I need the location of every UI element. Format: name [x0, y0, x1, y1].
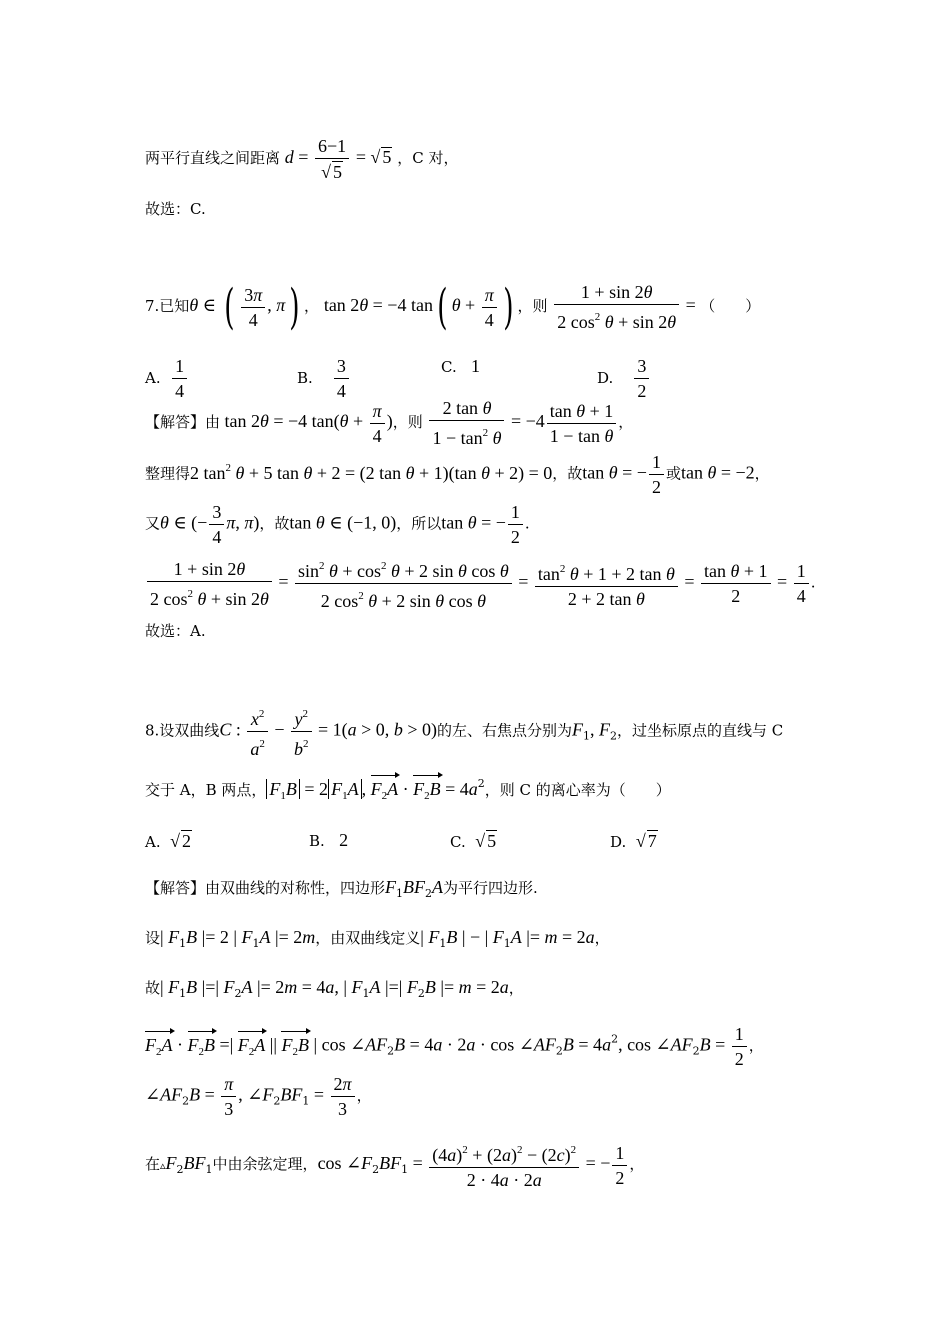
q7-final: 故选：A.	[145, 622, 206, 640]
q7-solution-2: 整理得2 $\tan^2 \theta + 5$ tan θ + 2 = (2 tan θ + 1)(tan θ + 2) = 0，故tan θ = − $\frac{1}{2}$ 或tan θ = −2，	[145, 452, 770, 497]
q8-option-c: C. √ 5	[450, 831, 497, 851]
q8-solution-6: 在$▵F_2BF_1$中由余弦定理，$\cos \angle F_2BF_1$ = $\frac{(4a)^2 + (2a)^2 - (2c)^2}{2 \cdot 4a \cdot 2a}$ = − $\frac{1}{2}$ ，	[145, 1140, 644, 1190]
q7-option-b: B. $\frac{3}{4}$	[297, 356, 351, 401]
q8-option-d: D. √ 7	[610, 831, 657, 851]
q7-option-a: A. $\frac{1}{4}$	[145, 356, 189, 401]
q7-solution-4: $\frac{1 + \sin 2\theta}{2 \cos^2 \theta + \sin 2\theta}$ = $\frac{\sin^2 \theta + \cos^2 \theta + 2 \sin \theta \cos \theta}{2 \cos^2 \theta + 2 \sin \theta \cos \theta}$ = $\frac{\tan^2 \theta + 1 + 2 \tan \theta}{\text{2 + 2 tan θ}}$ = $\frac{\text{tan θ + 1}}{2}$ = $\frac{1}{4}$ .	[145, 556, 815, 611]
q8-solution-2: 设| $F_1B$ |= 2 | $F_1A$ |= 2m，由双曲线定义| $F_1B$ | − | $F_1A$ |= m = 2a，	[145, 927, 610, 950]
q7-option-c: C. 1	[441, 356, 481, 376]
q7-solution-3: 又θ ∈ (− $\frac{3}{4}$ π, π)，故tan θ ∈ (−1, 0)，所以tan θ = − $\frac{1}{2}$ .	[145, 502, 530, 547]
fraction: $\frac{6-1}{√ 5}$	[315, 136, 349, 182]
q8-stem-1: 8.设双曲线C : $\frac{x^2}{a^2}$ − $\frac{y^2}{b^2}$ = 1(a > 0, b > 0)的左、右焦点分别为$F_1$, $F_2$，过坐标原点的直线与 C	[145, 704, 783, 759]
text: 两平行直线之间距离	[145, 149, 281, 167]
q7-solution-1: 【解答】由 tan 2θ = −4 tan(θ + $\frac{\pi}{4}$ )，则 $\frac{\text{2 tan θ}}{1 - \tan^2 \theta}$ = −4 $\frac{\text{tan θ + 1}}{\text{1 − tan θ}}$ ，	[145, 398, 634, 448]
radicand: 5	[382, 147, 392, 167]
q8-stem-2: 交于 A，B 两点， $F_1B = 2$ $F_1A$ , $F_2A \cdot F_2B = 4a^2$，则 C 的离心率为（ ）	[145, 777, 671, 802]
q7-stem: 7.已知θ ∈ ( $\frac{3\pi}{4}$ , π) ， tan 2θ = −4 tan( θ + $\frac{\pi}{4}$ ) ，则 $\frac{1 + \sin 2\theta}{2 \cos^2 \theta + \sin 2\theta}$ = （ ）	[145, 279, 761, 335]
q8-option-a: A. √ 2	[145, 831, 192, 851]
answer-line: 故选：C.	[145, 200, 206, 218]
q7-option-d: D. $\frac{3}{2}$	[597, 356, 651, 401]
distance-line: 两平行直线之间距离 d = $\frac{6-1}{√ 5}$ = √ 5 ，C 对，	[145, 136, 459, 182]
q8-solution-3: 故| $F_1B$ |=| $F_2A$ |= 2m = 4a, | $F_1A$ |=| $F_2B$ |= m = 2a，	[145, 977, 524, 1000]
text: ，C 对，	[397, 149, 459, 167]
q8-option-b: B. 2	[309, 830, 349, 850]
q8-solution-4: $F_2A \cdot F_2B$ =| $F_2A$ || $F_2B$ | $\cos \angle AF_2B = 4a \cdot 2a \cdot \cos$ $\angle AF_2B = 4a^2$, $\cos \angle AF_2B$ = $\frac{1}{2}$ ，	[145, 1024, 764, 1069]
q8-solution-1: 【解答】由双曲线的对称性，四边形$F_1BF_2A$为平行四边形.	[145, 877, 538, 900]
q8-solution-5: $\angle AF_2B$ = $\frac{\pi}{3}$ , $\angle F_2BF_1$ = $\frac{2\pi}{3}$ ，	[145, 1074, 372, 1119]
